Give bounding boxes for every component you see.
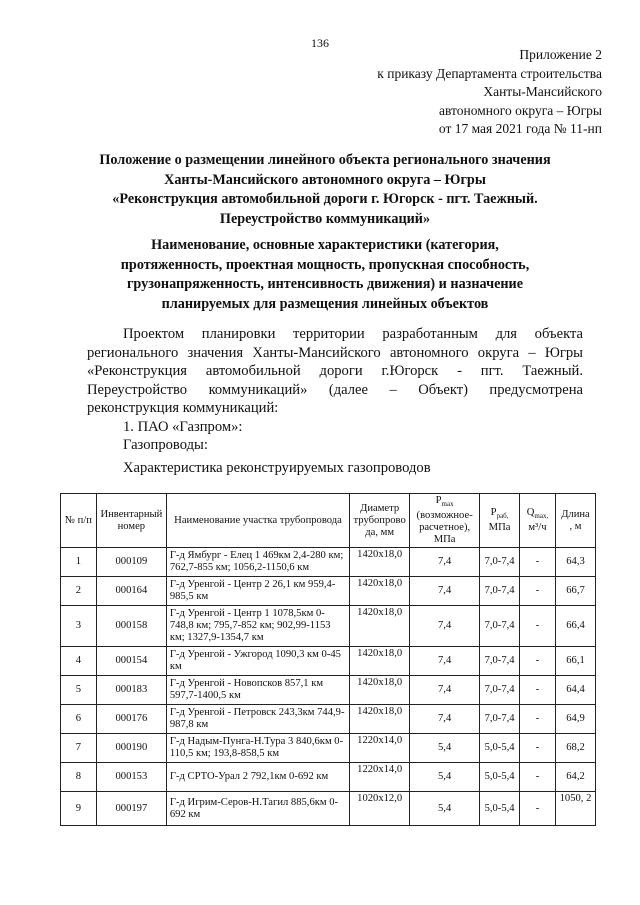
page-number: 136 [311, 36, 329, 50]
appendix-block [377, 46, 602, 139]
cell-inventory-number: 000109 [96, 548, 166, 577]
table-header-row [61, 494, 596, 548]
cell-qmax: - [520, 734, 556, 763]
heading-line: протяженность, проектная мощность, пропускная способность, [120, 256, 530, 273]
title-line: Положение о размещении линейного объекта регионального значения [99, 152, 551, 168]
cell-prab: 5,0-5,4 [480, 734, 520, 763]
cell-length: 1050, 2 [555, 792, 595, 826]
cell-pmax: 7,4 [410, 647, 480, 676]
cell-num: 9 [61, 792, 97, 826]
cell-pmax: 7,4 [410, 548, 480, 577]
prab-subscript: раб, [496, 512, 509, 521]
table-row [61, 676, 596, 705]
prab-rest: МПа [488, 522, 511, 534]
table-row [61, 763, 596, 792]
cell-prab: 5,0-5,4 [480, 763, 520, 792]
cell-qmax: - [520, 577, 556, 606]
cell-diameter: 1420х18,0 [350, 676, 410, 705]
cell-pmax: 5,4 [410, 792, 480, 826]
cell-length: 64,2 [555, 763, 595, 792]
cell-section-name: Г-д Уренгой - Новопсков 857,1 км 597,7-1400,5 км [166, 676, 349, 705]
pmax-subscript: max [441, 500, 454, 509]
pmax-label: P [435, 495, 442, 506]
heading-line: грузонапряженность, интенсивность движения) и назначение [126, 276, 524, 292]
table-row [61, 647, 596, 676]
table-row [61, 734, 596, 763]
table-row [61, 705, 596, 734]
prab-label: P [490, 507, 497, 518]
cell-num: 1 [61, 548, 97, 577]
header-qmax [520, 494, 556, 548]
title-line: «Реконструкция автомобильной дороги г. Югорск - пгт. Таежный. [112, 191, 538, 207]
cell-diameter: 1220х14,0 [350, 763, 410, 792]
cell-prab: 7,0-7,4 [480, 548, 520, 577]
cell-length: 64,9 [555, 705, 595, 734]
cell-inventory-number: 000153 [96, 763, 166, 792]
cell-prab: 7,0-7,4 [480, 606, 520, 647]
appendix-line: от 17 мая 2021 года № 11-нп [438, 121, 602, 136]
cell-prab: 7,0-7,4 [480, 676, 520, 705]
appendix-line: к приказу Департамента строительства [377, 65, 602, 81]
cell-section-name: Г-д Уренгой - Ужгород 1090,3 км 0-45 км [166, 647, 349, 676]
cell-qmax: - [520, 647, 556, 676]
cell-length: 66,1 [555, 647, 595, 676]
cell-section-name: Г-д СРТО-Урал 2 792,1км 0-692 км [166, 763, 349, 792]
cell-inventory-number: 000183 [96, 676, 166, 705]
cell-length: 64,4 [555, 676, 595, 705]
cell-pmax: 7,4 [410, 577, 480, 606]
cell-pmax: 5,4 [410, 734, 480, 763]
header-length: Длина , м [555, 494, 595, 548]
cell-section-name: Г-д Уренгой - Центр 1 1078,5км 0-748,8 км; 795,7-852 км; 902,99-1153 км; 1327,9-1354,7 км [166, 606, 349, 647]
cell-qmax: - [520, 763, 556, 792]
cell-num: 7 [61, 734, 97, 763]
cell-prab: 7,0-7,4 [480, 577, 520, 606]
appendix-line: Ханты-Мансийского [483, 84, 602, 99]
cell-num: 6 [61, 705, 97, 734]
cell-section-name: Г-д Ямбург - Елец 1 469км 2,4-280 км; 762,7-855 км; 1056,2-1150,6 км [166, 548, 349, 577]
cell-pmax: 7,4 [410, 676, 480, 705]
appendix-line: Приложение 2 [519, 47, 602, 62]
cell-num: 2 [61, 577, 97, 606]
table-caption: Характеристика реконструируемых газопроводов [123, 460, 431, 476]
cell-qmax: - [520, 705, 556, 734]
cell-diameter: 1420х18,0 [350, 705, 410, 734]
table-row [61, 606, 596, 647]
heading-line: планируемых для размещения линейных объектов [161, 295, 489, 312]
cell-prab: 7,0-7,4 [480, 647, 520, 676]
cell-section-name: Г-д Уренгой - Петровск 243,3км 744,9-987,8 км [166, 705, 349, 734]
cell-diameter: 1420х18,0 [350, 647, 410, 676]
section-heading [60, 236, 590, 314]
table-row [61, 792, 596, 826]
cell-pmax: 5,4 [410, 763, 480, 792]
qmax-subscript: max, [534, 512, 549, 521]
cell-num: 3 [61, 606, 97, 647]
cell-pmax: 7,4 [410, 705, 480, 734]
cell-prab: 7,0-7,4 [480, 705, 520, 734]
qmax-rest: м³/ч [528, 522, 547, 534]
cell-length: 66,7 [555, 577, 595, 606]
qmax-label: Q [526, 507, 535, 518]
cell-inventory-number: 000158 [96, 606, 166, 647]
cell-section-name: Г-д Игрим-Серов-Н.Тагил 885,6км 0-692 км [166, 792, 349, 826]
table-row [61, 548, 596, 577]
cell-section-name: Г-д Надым-Пунга-Н.Тура 3 840,6км 0-110,5 км; 193,8-858,5 км [166, 734, 349, 763]
appendix-line: автономного округа – Югры [439, 102, 602, 118]
cell-diameter: 1020х12,0 [350, 792, 410, 826]
title-line: Переустройство коммуникаций» [219, 210, 431, 227]
header-inventory-number: Инвентарный номер [96, 494, 166, 548]
pipelines-table [60, 493, 596, 826]
heading-line: Наименование, основные характеристики (категория, [151, 237, 499, 253]
cell-num: 5 [61, 676, 97, 705]
list-item-gazprom: 1. ПАО «Газпром»: [123, 418, 243, 435]
cell-num: 4 [61, 647, 97, 676]
cell-prab: 5,0-5,4 [480, 792, 520, 826]
cell-num: 8 [61, 763, 97, 792]
pmax-rest: (возможное- расчетное), МПа [416, 510, 473, 546]
cell-inventory-number: 000164 [96, 577, 166, 606]
cell-qmax: - [520, 792, 556, 826]
cell-diameter: 1220х14,0 [350, 734, 410, 763]
body-text [87, 325, 583, 455]
title-line: Ханты-Мансийского автономного округа – Югры [164, 171, 486, 188]
cell-diameter: 1420х18,0 [350, 577, 410, 606]
body-paragraph: Проектом планировки территории разработанным для объекта регионального значения Ханты-Мансийского автономного округа – Югры «Реконструкция автомобильной дороги г.Югорск - пгт. Таежный. Переустройство коммуникаций» (далее – Объект) предусмотрена реконструкция коммуникаций: [87, 326, 583, 416]
cell-pmax: 7,4 [410, 606, 480, 647]
cell-qmax: - [520, 548, 556, 577]
cell-inventory-number: 000190 [96, 734, 166, 763]
cell-qmax: - [520, 606, 556, 647]
header-section-name: Наименование участка трубопровода [166, 494, 349, 548]
header-pmax [410, 494, 480, 548]
cell-inventory-number: 000176 [96, 705, 166, 734]
cell-qmax: - [520, 676, 556, 705]
cell-length: 66,4 [555, 606, 595, 647]
document-title [60, 151, 590, 229]
cell-diameter: 1420х18,0 [350, 548, 410, 577]
cell-length: 64,3 [555, 548, 595, 577]
cell-inventory-number: 000197 [96, 792, 166, 826]
list-item-pipelines: Газопроводы: [123, 437, 208, 453]
cell-diameter: 1420х18,0 [350, 606, 410, 647]
header-prab [480, 494, 520, 548]
table-row [61, 577, 596, 606]
header-num: № п/п [61, 494, 97, 548]
header-diameter: Диаметр трубопрово да, мм [350, 494, 410, 548]
cell-section-name: Г-д Уренгой - Центр 2 26,1 км 959,4-985,5 км [166, 577, 349, 606]
cell-length: 68,2 [555, 734, 595, 763]
cell-inventory-number: 000154 [96, 647, 166, 676]
